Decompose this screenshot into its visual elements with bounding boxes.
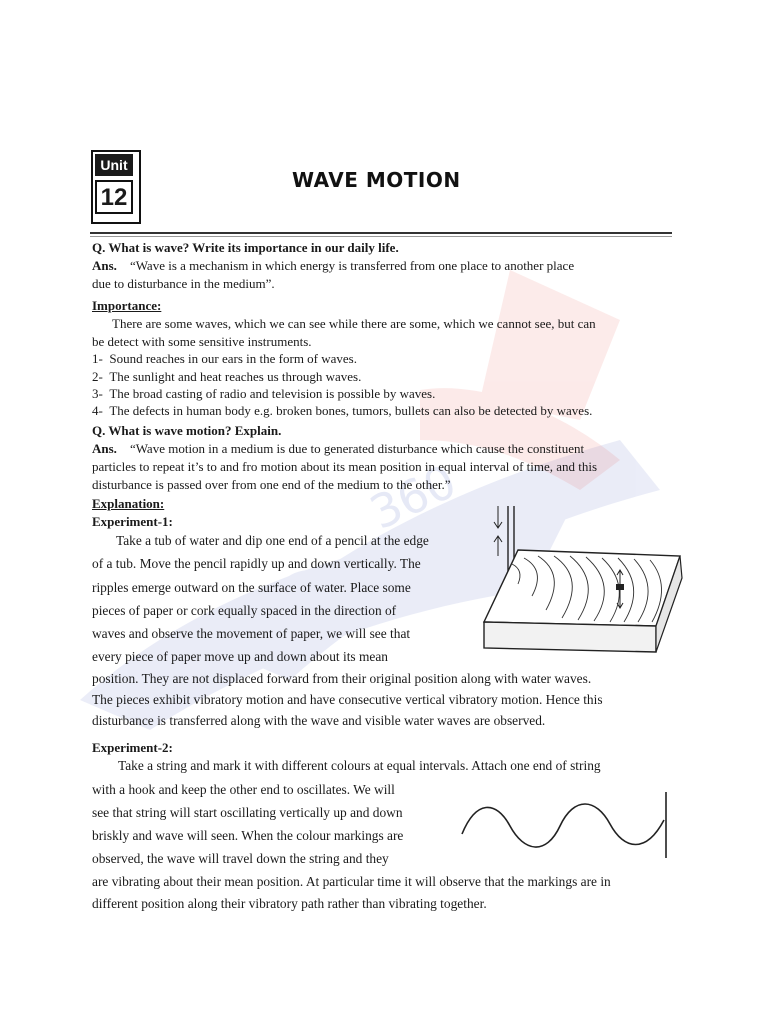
exp1-line: Take a tub of water and dip one end of a pencil at the edge [116,533,429,548]
exp2-line: Take a string and mark it with different colours at equal intervals. Attach one end of string [118,758,601,773]
exp1-line: every piece of paper move up and down about its mean [92,649,388,664]
title-rule-thin [90,236,672,237]
question-2: Q. What is wave motion? Explain. [92,423,282,438]
experiment-2-heading: Experiment-2: [92,740,173,755]
exp1-line: The pieces exhibit vibratory motion and have consecutive vertical vibratory motion. Hence this [92,692,603,707]
exp2-line: see that string will start oscillating vertically up and down [92,805,403,820]
exp1-line: position. They are not displaced forward from their original position along with water waves. [92,671,592,686]
exp1-line: ripples emerge outward on the surface of water. Place some [92,580,411,595]
importance-point [92,351,357,367]
answer-1-text-1: “Wave is a mechanism in which energy is transferred from one place to another place [129,258,575,273]
answer-2-line-2: particles to repeat it’s to and fro motion about its mean position in equal interval of time, and this [92,459,598,474]
importance-intro-2: be detect with some sensitive instruments. [92,334,312,349]
answer-2-text-1: “Wave motion in a medium is due to generated disturbance which cause the constituent [129,441,585,456]
svg-text:360: 360 [361,453,465,540]
ans-label: Ans. [92,441,117,456]
exp1-line: disturbance is transferred along with the wave and visible water waves are observed. [92,713,546,728]
answer-2-line-1 [92,441,584,457]
explanation-heading: Explanation: [92,496,165,511]
point-text: The defects in human body e.g. broken bones, tumors, bullets can also be detected by waves. [109,403,593,418]
unit-badge [91,150,141,224]
answer-1-line-1 [92,258,574,274]
exp2-line: briskly and wave will seen. When the colour markings are [92,828,404,843]
ripple-tank-figure [478,498,688,658]
question-1: Q. What is wave? Write its importance in our daily life. [92,240,399,255]
title-rule [90,232,672,234]
point-number: 4- [92,403,103,418]
importance-heading: Importance: [92,298,162,313]
point-text: The broad casting of radio and television is possible by waves. [109,386,436,401]
page-title: WAVE MOTION [292,168,461,192]
point-number: 1- [92,351,103,366]
exp1-line: of a tub. Move the pencil rapidly up and down vertically. The [92,556,421,571]
unit-label: Unit [95,154,133,176]
importance-point [92,369,361,385]
importance-intro-1: There are some waves, which we can see while there are some, which we cannot see, but can [112,316,596,331]
ans-label: Ans. [92,258,117,273]
experiment-1-heading: Experiment-1: [92,514,173,529]
exp2-line: with a hook and keep the other end to oscillates. We will [92,782,395,797]
answer-1-line-2: due to disturbance in the medium”. [92,276,275,291]
point-number: 2- [92,369,103,384]
point-text: The sunlight and heat reaches us through waves. [109,369,362,384]
point-text: Sound reaches in our ears in the form of waves. [109,351,357,366]
exp2-line: different position along their vibratory path rather than vibrating together. [92,896,487,911]
exp1-line: waves and observe the movement of paper, we will see that [92,626,411,641]
exp2-line: are vibrating about their mean position. At particular time it will observe that the markings are in [92,874,611,889]
exp1-line: pieces of paper or cork equally spaced in the direction of [92,603,397,618]
exp2-line: observed, the wave will travel down the string and they [92,851,389,866]
unit-number: 12 [95,180,133,214]
answer-2-line-3: disturbance is passed over from one end of the medium to the other.” [92,477,451,492]
point-number: 3- [92,386,103,401]
importance-point [92,403,592,419]
string-wave-figure [456,790,676,862]
importance-point [92,386,435,402]
